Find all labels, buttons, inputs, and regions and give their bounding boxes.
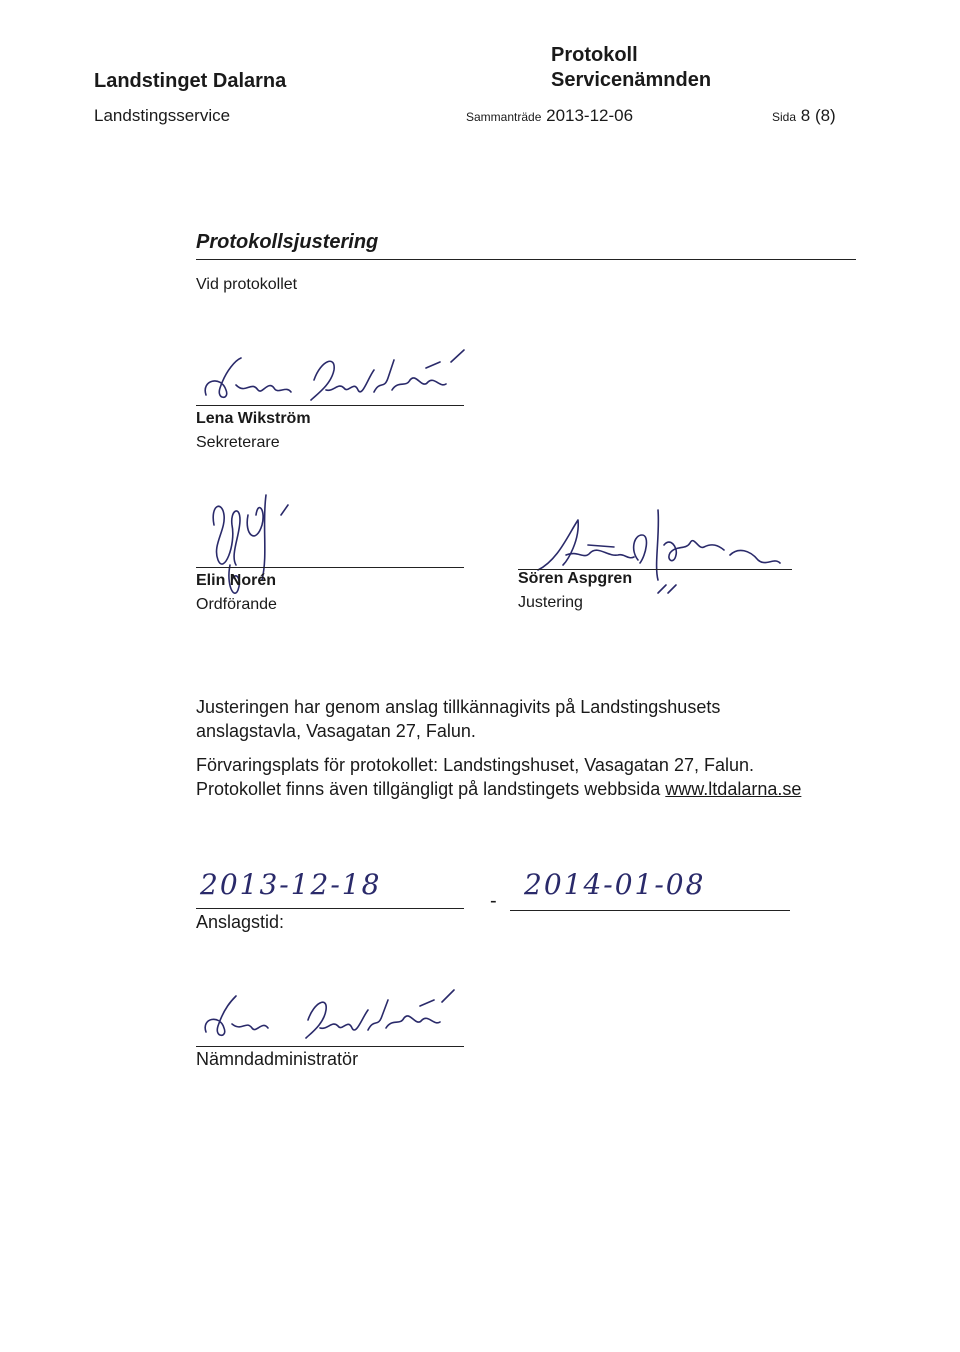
posting-separator: - [490,890,497,912]
notice-paragraph [196,695,896,743]
administrator-signature-line [196,1046,464,1047]
notice-line-3: Förvaringsplats för protokollet: Landstingshuset, Vasagatan 27, Falun. [196,755,754,775]
adjuster-role: Justering [518,594,583,611]
secretary-signature [196,350,486,410]
secretary-name: Lena Wikström [196,410,311,427]
page-number [772,106,836,126]
organization-name: Landstinget Dalarna [94,70,287,92]
administrator-role: Nämndadministratör [196,1049,359,1069]
meeting-date: 2013-12-06 [546,106,634,125]
section-subtitle: Vid protokollet [196,276,298,293]
meeting-info [466,106,633,126]
posting-start-line [196,908,464,909]
board-name: Servicenämnden [551,69,712,91]
page-label: Sida [772,110,797,124]
meeting-label: Sammanträde [466,110,542,124]
secretary-role: Sekreterare [196,434,280,451]
section-title: Protokollsjustering [196,231,379,253]
chair-role: Ordförande [196,596,277,613]
notice-line-4 [196,777,916,801]
administrator-signature [196,990,476,1050]
department-name: Landstingsservice [94,106,231,125]
storage-paragraph [196,753,916,801]
chair-signature-line [196,567,464,568]
notice-line-2: anslagstavla, Vasagatan 27, Falun. [196,721,476,741]
adjuster-name: Sören Aspgren [518,570,633,587]
chair-name: Elin Norén [196,572,277,589]
posting-label: Anslagstid: [196,912,285,932]
posting-start-date: 2013-12-18 [200,868,382,901]
posting-end-line [510,910,790,911]
website-link[interactable]: www.ltdalarna.se [665,779,802,799]
document-type: Protokoll [551,44,638,66]
page-value: 8 (8) [800,106,836,125]
website-text: Protokollet finns även tillgängligt på landstingets webbsida [196,779,666,799]
secretary-signature-line [196,405,464,406]
notice-line-1: Justeringen har genom anslag tillkännagivits på Landstingshusets [196,697,721,717]
posting-end-date: 2014-01-08 [524,868,706,901]
section-divider [196,259,856,260]
